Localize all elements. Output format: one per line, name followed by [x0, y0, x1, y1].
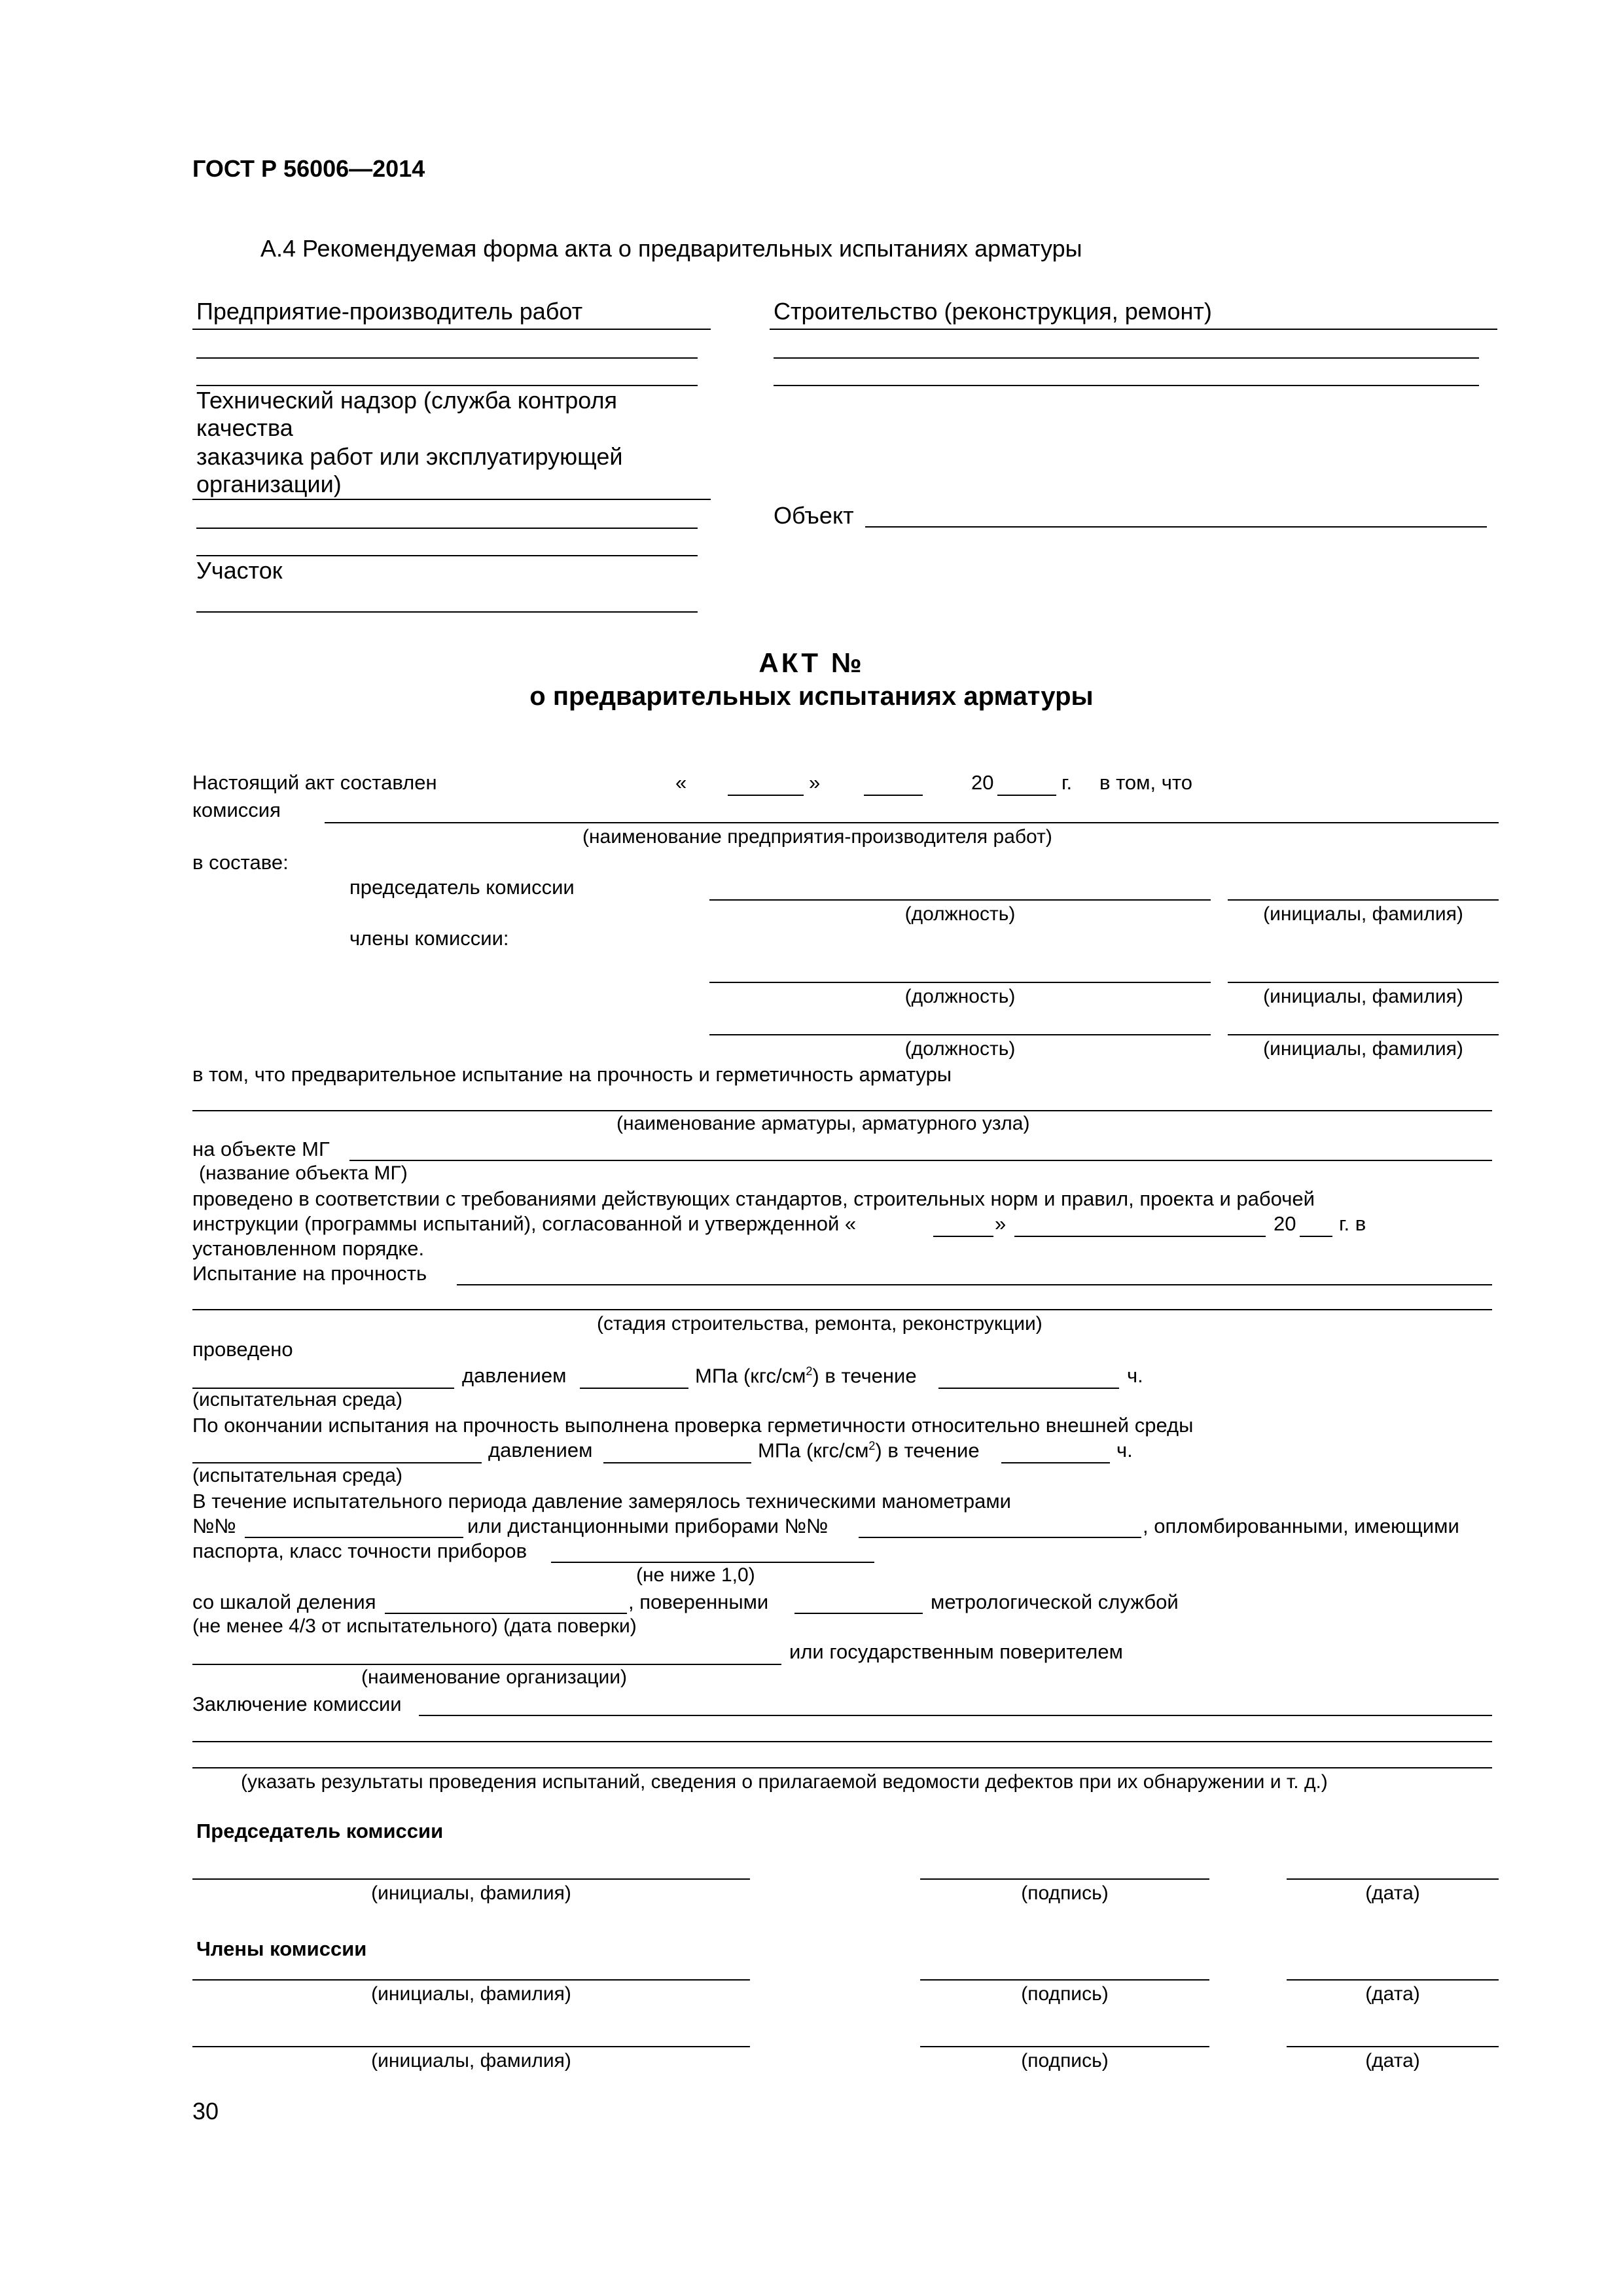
remote-numbers-field[interactable] [859, 1537, 1141, 1538]
chairman-label: председатель комиссии [349, 876, 575, 899]
numbers-label: №№ [192, 1515, 236, 1537]
tech-supervision-line3: заказчика работ или эксплуатирующей [196, 443, 623, 470]
member2-position-hint: (должность) [904, 1038, 1016, 1060]
member2-date-field[interactable] [1287, 2046, 1499, 2047]
strength-test-field[interactable] [457, 1284, 1492, 1285]
hours2-label: ч. [1116, 1439, 1133, 1462]
construction-line-3[interactable] [774, 385, 1479, 386]
enterprise-line-1[interactable] [192, 329, 711, 330]
member1-signature-field[interactable] [920, 1979, 1209, 1981]
tech-supervision-line4: организации) [196, 471, 342, 497]
members-heading: Члены комиссии [196, 1937, 367, 1960]
member1-date-field[interactable] [1287, 1979, 1499, 1981]
member1-name-hint: (инициалы, фамилия) [1263, 986, 1463, 1007]
member2-signature-field[interactable] [920, 2046, 1209, 2047]
pressure1-label: давлением [462, 1364, 567, 1387]
medium2-field[interactable] [192, 1462, 482, 1463]
mpa2-label: МПа $(кгс/см^2)$ в течение [758, 1439, 980, 1462]
chairman-date-field[interactable] [1287, 1878, 1499, 1880]
member2-initials-hint: (инициалы, фамилия) [371, 2050, 571, 2072]
chairman-sign-name-field[interactable] [192, 1878, 750, 1880]
tech-supervision-line1: Технический надзор (служба контроля [196, 387, 617, 414]
quote-close: » [809, 771, 821, 794]
section-title: А.4 Рекомендуемая форма акта о предварительных испытаниях арматуры [260, 235, 1082, 262]
tech-supervision-line-b[interactable] [196, 528, 698, 529]
period-line: В течение испытательного периода давление замерялось техническими манометрами [192, 1490, 1011, 1513]
object-mg-hint: (название объекта МГ) [199, 1162, 408, 1184]
strength-test-label: Испытание на прочность [192, 1262, 427, 1285]
carried-line3: установленном порядке. [192, 1237, 425, 1260]
stage-field[interactable] [192, 1309, 1492, 1310]
quote-open: « [675, 771, 687, 794]
conclusion-field-3[interactable] [192, 1767, 1492, 1768]
commission-label: комиссия [192, 798, 281, 821]
section-line[interactable] [196, 611, 698, 613]
composition-label: в составе: [192, 851, 289, 874]
approved-day-field[interactable] [933, 1236, 993, 1237]
pressure2-label: давлением [488, 1439, 593, 1462]
scale-field[interactable] [385, 1613, 627, 1614]
carried-line1: проведено в соответствии с требованиями действующих стандартов, строительных норм и правил, проекта и рабочей [192, 1187, 1315, 1210]
scale-label: со шкалой деления [192, 1590, 376, 1613]
tightness-line: По окончании испытания на прочность выполнена проверка герметичности относительно внешней среды [192, 1414, 1194, 1437]
carried-line2d: г. в [1339, 1212, 1366, 1235]
test-sentence: в том, что предварительное испытание на прочность и герметичность арматуры [192, 1063, 952, 1086]
sealed-label: , опломбированными, имеющими [1143, 1515, 1459, 1537]
enterprise-label: Предприятие-производитель работ [196, 298, 583, 325]
act-made-label: Настоящий акт составлен [192, 771, 437, 794]
member1-initials-hint: (инициалы, фамилия) [371, 1983, 571, 2005]
member1-name-field[interactable] [1228, 982, 1499, 983]
results-hint: (указать результаты проведения испытаний, сведения о прилагаемой ведомости дефектов при их обнаружении и т. д.) [241, 1771, 1328, 1793]
act-title: АКТ № [758, 647, 865, 678]
chairman-position-field[interactable] [709, 899, 1211, 901]
construction-line-2[interactable] [774, 357, 1479, 359]
manometer-numbers-field[interactable] [245, 1537, 463, 1538]
tech-supervision-line-a[interactable] [192, 499, 711, 500]
member2-position-field[interactable] [709, 1034, 1211, 1035]
carried-line2a: инструкции (программы испытаний), согласованной и утвержденной « [192, 1212, 857, 1235]
mpa1-label: МПа $(кгс/см^2)$ в течение [695, 1364, 917, 1388]
object-mg-label: на объекте МГ [192, 1138, 330, 1160]
duration1-field[interactable] [938, 1388, 1119, 1389]
conclusion-field-2[interactable] [192, 1741, 1492, 1742]
conclusion-field-1[interactable] [419, 1715, 1492, 1716]
fitting-hint: (наименование арматуры, арматурного узла) [616, 1113, 1030, 1134]
member1-position-field[interactable] [709, 982, 1211, 983]
conclusion-label: Заключение комиссии [192, 1693, 402, 1715]
chairman-initials-hint: (инициалы, фамилия) [371, 1882, 571, 1904]
duration2-field[interactable] [1001, 1462, 1110, 1463]
chairman-date-hint: (дата) [1365, 1882, 1420, 1904]
object-line[interactable] [865, 526, 1487, 528]
metrology-label: метрологической службой [931, 1590, 1179, 1613]
tech-supervision-line-c[interactable] [196, 555, 698, 556]
year-prefix: 20 [971, 771, 994, 794]
member2-name-hint: (инициалы, фамилия) [1263, 1038, 1463, 1060]
object-label: Объект [774, 502, 854, 529]
medium1-hint: (испытательная среда) [192, 1389, 402, 1410]
doc-code: ГОСТ Р 56006—2014 [192, 155, 425, 182]
pressure2-field[interactable] [603, 1462, 751, 1463]
chairman-position-hint: (должность) [904, 903, 1016, 925]
stage-hint: (стадия строительства, ремонта, реконструкции) [597, 1313, 1043, 1335]
object-mg-field[interactable] [349, 1160, 1492, 1161]
construction-line-1[interactable] [770, 329, 1497, 330]
member2-date-hint: (дата) [1365, 2050, 1420, 2072]
state-verifier-label: или государственным поверителем [789, 1640, 1123, 1663]
member1-sign-name-field[interactable] [192, 1979, 750, 1981]
member2-sign-name-field[interactable] [192, 2046, 750, 2047]
carried-line2c: 20 [1274, 1212, 1296, 1235]
hours1-label: ч. [1127, 1364, 1143, 1387]
verification-date-field[interactable] [794, 1613, 923, 1614]
not-lower-hint: (не ниже 1,0) [636, 1564, 755, 1586]
section-label: Участок [196, 557, 283, 584]
chairman-signature-hint: (подпись) [1021, 1882, 1109, 1904]
day-field[interactable] [728, 795, 804, 796]
accuracy-class-field[interactable] [551, 1562, 874, 1563]
not-less-hint: (не менее 4/3 от испытательного) (дата поверки) [192, 1615, 637, 1637]
carried-line2b: » [995, 1212, 1007, 1235]
carried-out-label: проведено [192, 1338, 293, 1361]
enterprise-line-3[interactable] [196, 385, 698, 386]
member1-position-hint: (должность) [904, 986, 1016, 1007]
page-number: 30 [192, 2098, 219, 2125]
verified-label: , поверенными [628, 1590, 769, 1613]
or-remote-label: или дистанционными приборами №№ [467, 1515, 829, 1537]
chairman-signature-field[interactable] [920, 1878, 1209, 1880]
month-field[interactable] [864, 795, 923, 796]
in-that-label: в том, что [1099, 771, 1192, 794]
pressure1-field[interactable] [580, 1388, 688, 1389]
enterprise-line-2[interactable] [196, 357, 698, 359]
chairman-name-field[interactable] [1228, 899, 1499, 901]
tech-supervision-line2: качества [196, 414, 293, 441]
members-label: члены комиссии: [349, 927, 509, 950]
commission-field[interactable] [325, 822, 1499, 823]
member1-date-hint: (дата) [1365, 1983, 1420, 2005]
org-hint: (наименование организации) [361, 1666, 627, 1688]
organization-field[interactable] [192, 1664, 781, 1665]
fitting-field[interactable] [192, 1110, 1492, 1111]
medium2-hint: (испытательная среда) [192, 1465, 402, 1486]
member2-name-field[interactable] [1228, 1034, 1499, 1035]
act-subtitle: о предварительных испытаниях арматуры [529, 682, 1094, 711]
member2-signature-hint: (подпись) [1021, 2050, 1109, 2072]
year-suffix: г. [1061, 771, 1073, 794]
enterprise-hint: (наименование предприятия-производителя работ) [582, 826, 1052, 848]
construction-label: Строительство (реконструкция, ремонт) [774, 298, 1212, 325]
year-field[interactable] [997, 795, 1056, 796]
passport-label: паспорта, класс точности приборов [192, 1539, 527, 1562]
approved-month-field[interactable] [1014, 1236, 1266, 1237]
chairman-name-hint: (инициалы, фамилия) [1263, 903, 1463, 925]
approved-year-field[interactable] [1300, 1236, 1332, 1237]
member1-signature-hint: (подпись) [1021, 1983, 1109, 2005]
chairman-heading: Председатель комиссии [196, 1820, 444, 1842]
